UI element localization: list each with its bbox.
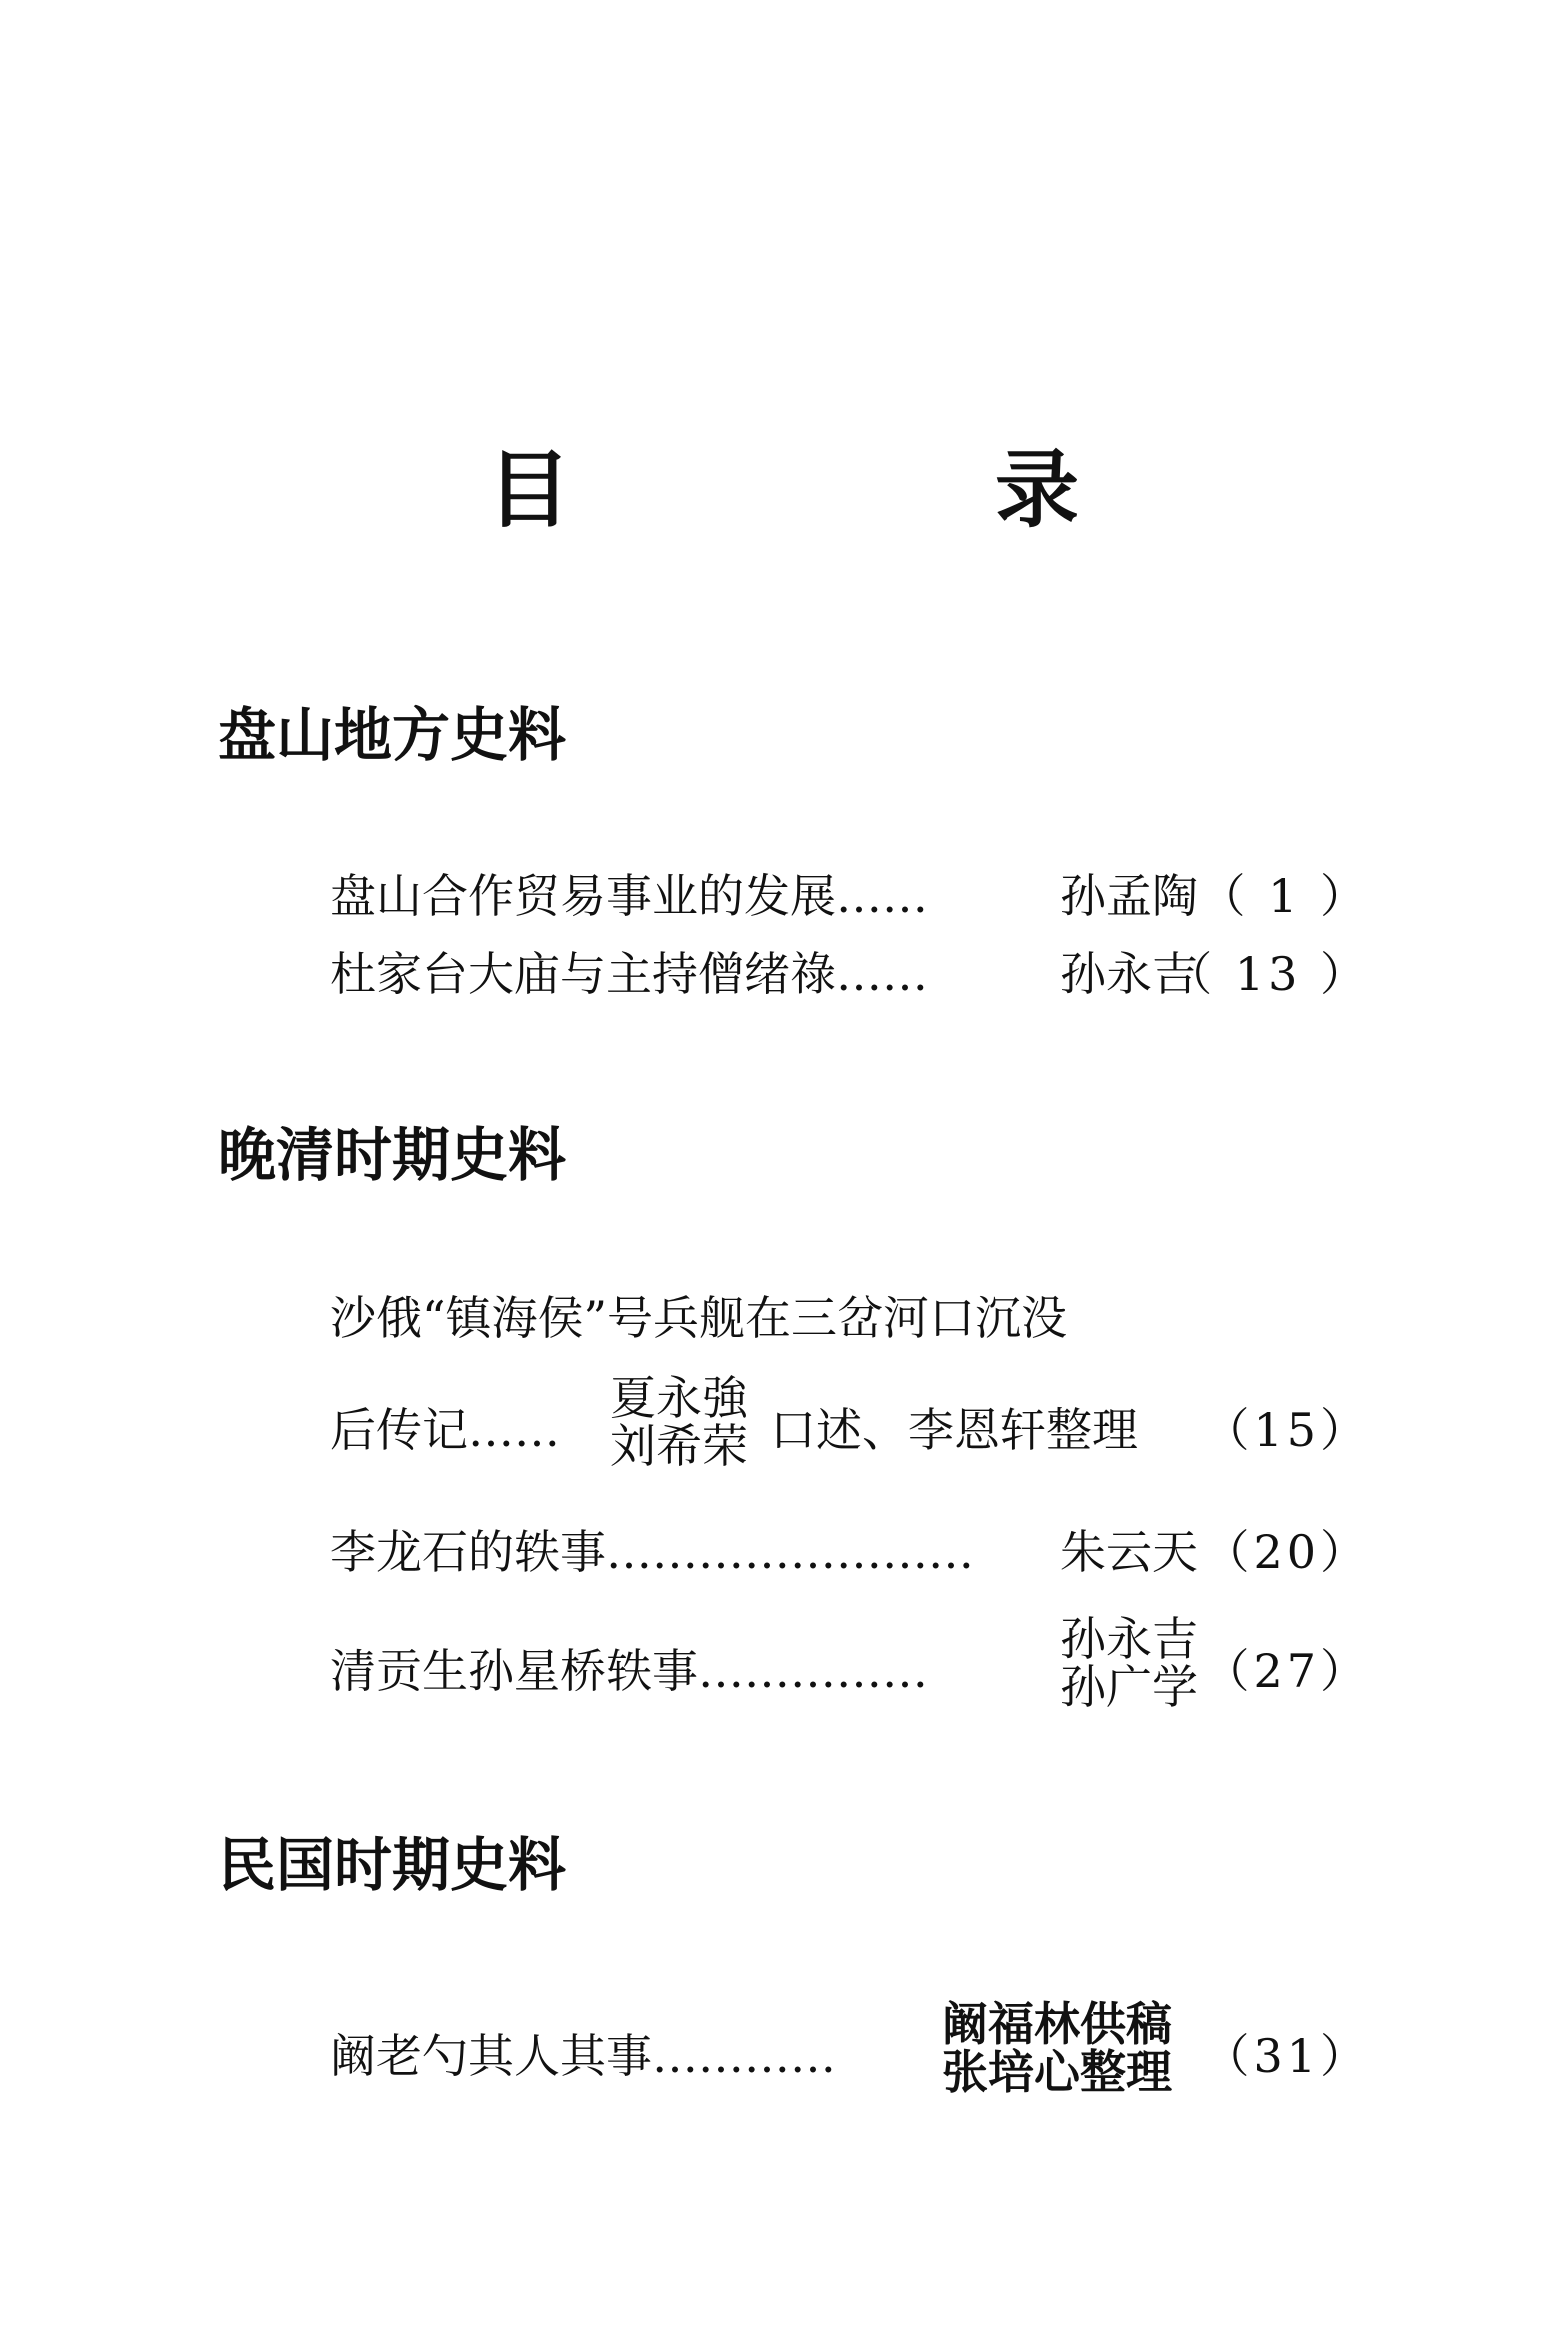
toc-entry[interactable] [330, 868, 1370, 924]
entry-author: 孙永吉 [1060, 1612, 1198, 1666]
entry-title: 盘山合作贸易事业的发展…… [330, 869, 928, 923]
entry-title: 杜家台大庙与主持僧绪祿…… [330, 947, 928, 1001]
entry-author: 孙孟陶 [1060, 869, 1198, 923]
entry-page-number: （15） [1203, 1403, 1370, 1457]
entry-page-number: （ 1 ） [1199, 869, 1370, 923]
entry-author: 孙永吉 [1060, 947, 1198, 1001]
entry-author-stack [1060, 1612, 1198, 1714]
entry-page-number: （27） [1203, 1644, 1370, 1698]
toc-entry[interactable] [330, 1612, 1370, 1725]
entry-credit: 口述、李恩轩整理 [770, 1403, 1138, 1457]
toc-entry[interactable] [330, 946, 1370, 1002]
entry-title: 清贡生孙星桥轶事…………… [330, 1644, 928, 1698]
toc-entry[interactable] [330, 1290, 1370, 1473]
toc-entry[interactable] [330, 1524, 1370, 1580]
entry-author: 刘希荣 [610, 1419, 748, 1473]
entry-author: 朱云天 [1060, 1525, 1198, 1579]
entry-page-number: （31） [1203, 2029, 1370, 2083]
section-heading-republic-era: 民国时期史料 [218, 1831, 567, 1899]
toc-entry[interactable] [330, 1997, 1370, 2110]
entry-title-line1: 沙俄“镇海侯”号兵舰在三岔河口沉没 [330, 1291, 1068, 1345]
section-heading-local-history: 盘山地方史料 [218, 701, 567, 769]
entry-author: 张培心整理 [942, 2045, 1172, 2099]
entry-author: 阚福林供稿 [942, 1997, 1172, 2051]
entry-page-number: （20） [1203, 1525, 1370, 1579]
entry-page-number: （ 13 ） [1166, 947, 1370, 1001]
entry-title: 阚老勺其人其事………… [330, 2029, 836, 2083]
entry-title-line2: 后传记…… [330, 1403, 560, 1457]
entry-title: 李龙石的轶事…………………… [330, 1525, 974, 1579]
entry-author: 孙广学 [1060, 1660, 1198, 1714]
page-title: 目 录 [486, 441, 1249, 539]
entry-author: 夏永強 [610, 1371, 748, 1425]
entry-author-stack [942, 1997, 1172, 2099]
entry-author-stack [610, 1371, 748, 1473]
section-heading-late-qing: 晚清时期史料 [218, 1121, 567, 1189]
